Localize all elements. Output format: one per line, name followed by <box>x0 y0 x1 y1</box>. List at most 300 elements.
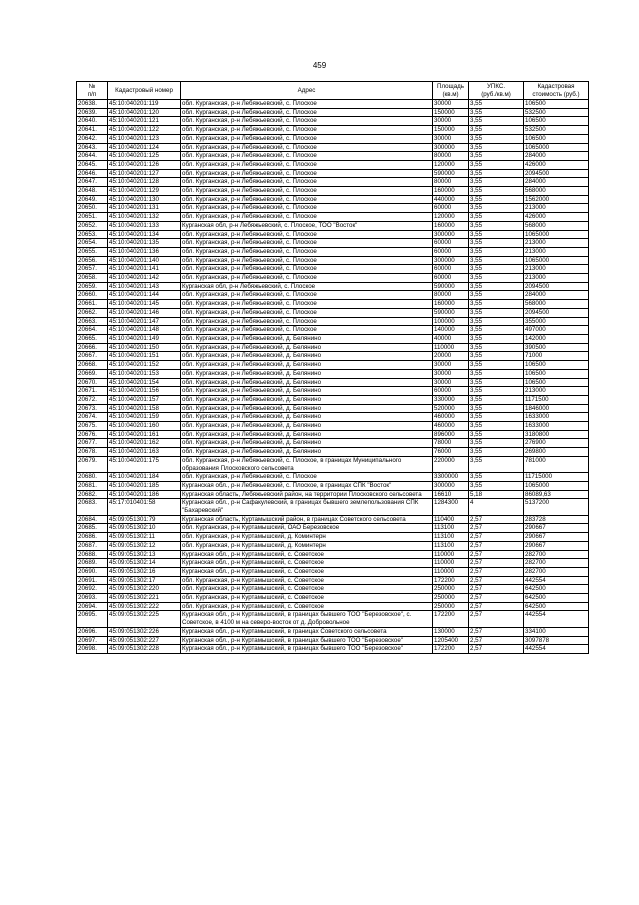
area-cell: 80000 <box>433 152 469 161</box>
table-row <box>77 317 589 326</box>
table-row <box>77 213 589 222</box>
header-cadastral-value: Кадастровая стоимость (руб.) <box>524 82 589 100</box>
table-row <box>77 404 589 413</box>
row-number-cell: 20654. <box>77 239 108 248</box>
cadastral-value-cell: 5137200 <box>524 499 589 515</box>
table-row <box>77 456 589 472</box>
table-row <box>77 308 589 317</box>
upks-cell: 2,57 <box>469 636 524 645</box>
cadastral-number-cell: 45:10:040201:157 <box>108 395 181 404</box>
area-cell: 330000 <box>433 395 469 404</box>
row-number-cell: 20675. <box>77 422 108 431</box>
area-cell: 60000 <box>433 204 469 213</box>
address-cell: обл. Курганская, р-н Куртамышский, с. Советское <box>181 585 433 594</box>
address-cell: обл. Курганская, р-н Куртамышский, с. Советское <box>181 602 433 611</box>
upks-cell: 2,57 <box>469 550 524 559</box>
cadastral-value-cell: 568000 <box>524 300 589 309</box>
table-row <box>77 413 589 422</box>
row-number-cell: 20658. <box>77 274 108 283</box>
upks-cell: 2,57 <box>469 524 524 533</box>
row-number-cell: 20690. <box>77 567 108 576</box>
cadastral-value-cell: 213000 <box>524 387 589 396</box>
address-cell: обл. Курганская, р-н Лебяжьевский, с. Плоское <box>181 204 433 213</box>
table-row <box>77 134 589 143</box>
table-row <box>77 585 589 594</box>
row-number-cell: 20664. <box>77 326 108 335</box>
cadastral-value-cell: 213000 <box>524 247 589 256</box>
row-number-cell: 20691. <box>77 576 108 585</box>
area-cell: 1284300 <box>433 499 469 515</box>
row-number-cell: 20647. <box>77 178 108 187</box>
upks-cell: 3,55 <box>469 204 524 213</box>
area-cell: 440000 <box>433 195 469 204</box>
table-row <box>77 473 589 482</box>
area-cell: 160000 <box>433 300 469 309</box>
area-cell: 60000 <box>433 239 469 248</box>
upks-cell: 2,57 <box>469 515 524 524</box>
upks-cell: 2,57 <box>469 567 524 576</box>
cadastral-value-cell: 568000 <box>524 187 589 196</box>
address-cell: обл. Курганская, р-н Лебяжьевский, с. Плоское <box>181 100 433 109</box>
cadastral-number-cell: 45:10:040201:132 <box>108 213 181 222</box>
upks-cell: 3,55 <box>469 178 524 187</box>
cadastral-number-cell: 45:09:051302:16 <box>108 567 181 576</box>
row-number-cell: 20689. <box>77 559 108 568</box>
header-address: Адрес <box>181 82 433 100</box>
area-cell: 590000 <box>433 282 469 291</box>
upks-cell: 2,57 <box>469 541 524 550</box>
cadastral-value-table <box>76 81 589 654</box>
area-cell: 250000 <box>433 602 469 611</box>
cadastral-number-cell: 45:10:040201:124 <box>108 143 181 152</box>
header-area: Площадь (кв.м) <box>433 82 469 100</box>
address-cell: Курганская обл, р-н Лебяжьевский, с. Плоское <box>181 282 433 291</box>
table-body <box>77 100 589 654</box>
area-cell: 160000 <box>433 187 469 196</box>
table-row <box>77 291 589 300</box>
table-header-row <box>77 82 589 100</box>
cadastral-value-cell: 282700 <box>524 550 589 559</box>
row-number-cell: 20694. <box>77 602 108 611</box>
cadastral-number-cell: 45:10:040201:147 <box>108 317 181 326</box>
area-cell: 20000 <box>433 352 469 361</box>
cadastral-number-cell: 45:10:040201:128 <box>108 178 181 187</box>
table-row <box>77 300 589 309</box>
upks-cell: 3,55 <box>469 187 524 196</box>
area-cell: 140000 <box>433 326 469 335</box>
row-number-cell: 20676. <box>77 430 108 439</box>
cadastral-value-cell: 2094500 <box>524 308 589 317</box>
area-cell: 250000 <box>433 585 469 594</box>
row-number-cell: 20643. <box>77 143 108 152</box>
cadastral-value-cell: 282700 <box>524 567 589 576</box>
cadastral-number-cell: 45:09:051302:14 <box>108 559 181 568</box>
row-number-cell: 20662. <box>77 308 108 317</box>
cadastral-value-cell: 213000 <box>524 204 589 213</box>
address-cell: обл. Курганская, р-н Лебяжьевский, д. Белянино <box>181 422 433 431</box>
cadastral-number-cell: 45:10:040201:185 <box>108 481 181 490</box>
row-number-cell: 20668. <box>77 361 108 370</box>
address-cell: обл. Курганская, р-н Лебяжьевский, д. Белянино <box>181 334 433 343</box>
cadastral-number-cell: 45:09:051302:226 <box>108 627 181 636</box>
cadastral-value-cell: 290667 <box>524 533 589 542</box>
row-number-cell: 20693. <box>77 594 108 603</box>
cadastral-number-cell: 45:10:040201:119 <box>108 100 181 109</box>
area-cell: 220000 <box>433 456 469 472</box>
address-cell: обл. Курганская, р-н Лебяжьевский, с. Плоское <box>181 256 433 265</box>
cadastral-value-cell: 3180800 <box>524 430 589 439</box>
table-row <box>77 256 589 265</box>
table-row <box>77 117 589 126</box>
row-number-cell: 20657. <box>77 265 108 274</box>
address-cell: Курганская обл., р-н Куртамышский, в границах Советского сельсовета <box>181 627 433 636</box>
page-number: 459 <box>312 61 327 70</box>
address-cell: Курганская область, Куртамышский район, в границах Советского сельсовета <box>181 515 433 524</box>
cadastral-number-cell: 45:10:040201:162 <box>108 439 181 448</box>
row-number-cell: 20639. <box>77 108 108 117</box>
area-cell: 30000 <box>433 378 469 387</box>
area-cell: 300000 <box>433 230 469 239</box>
table-row <box>77 195 589 204</box>
upks-cell: 3,55 <box>469 169 524 178</box>
table-row <box>77 126 589 135</box>
table-row <box>77 636 589 645</box>
cadastral-number-cell: 45:09:051302:12 <box>108 541 181 550</box>
area-cell: 30000 <box>433 361 469 370</box>
cadastral-value-cell: 1562000 <box>524 195 589 204</box>
cadastral-number-cell: 45:10:040201:149 <box>108 334 181 343</box>
address-cell: Курганская обл., р-н Сафакулевский, в границах бывшего землепользования СПК "Бахаревский" <box>181 499 433 515</box>
cadastral-number-cell: 45:10:040201:158 <box>108 404 181 413</box>
area-cell: 40000 <box>433 334 469 343</box>
address-cell: Курганская область, Лебяжьевский район, на территории Плосковского сельсовета <box>181 490 433 499</box>
cadastral-number-cell: 45:09:051302:13 <box>108 550 181 559</box>
cadastral-number-cell: 45:10:040201:159 <box>108 413 181 422</box>
address-cell: Курганская обл., р-н Куртамышский, в границах бывшего ТОО "Березовское" <box>181 636 433 645</box>
address-cell: обл. Курганская, р-н Лебяжьевский, с. Плоское <box>181 143 433 152</box>
address-cell: обл. Курганская, р-н Лебяжьевский, с. Плоское <box>181 134 433 143</box>
table-row <box>77 282 589 291</box>
upks-cell: 3,55 <box>469 430 524 439</box>
row-number-cell: 20685. <box>77 524 108 533</box>
cadastral-value-cell: 642500 <box>524 602 589 611</box>
cadastral-number-cell: 45:10:040201:141 <box>108 265 181 274</box>
address-cell: обл. Курганская, р-н Лебяжьевский, с. Плоское <box>181 152 433 161</box>
table-row <box>77 100 589 109</box>
table-row <box>77 448 589 457</box>
cadastral-value-cell: 1065000 <box>524 230 589 239</box>
cadastral-value-cell: 3097878 <box>524 636 589 645</box>
address-cell: обл. Курганская, р-н Лебяжьевский, с. Плоское <box>181 230 433 239</box>
row-number-cell: 20656. <box>77 256 108 265</box>
cadastral-number-cell: 45:10:040201:153 <box>108 369 181 378</box>
row-number-cell: 20679. <box>77 456 108 472</box>
header-upks: УПКС. (руб./кв.м) <box>469 82 524 100</box>
row-number-cell: 20684. <box>77 515 108 524</box>
upks-cell: 3,55 <box>469 126 524 135</box>
table-row <box>77 515 589 524</box>
area-cell: 120000 <box>433 213 469 222</box>
address-cell: обл. Курганская, р-н Лебяжьевский, с. Плоское <box>181 317 433 326</box>
area-cell: 110000 <box>433 559 469 568</box>
row-number-cell: 20644. <box>77 152 108 161</box>
cadastral-value-cell: 1633000 <box>524 413 589 422</box>
address-cell: Курганская обл., р-н Лебяжьевский, с. Плоское, в границах СПК "Восток" <box>181 481 433 490</box>
row-number-cell: 20659. <box>77 282 108 291</box>
row-number-cell: 20646. <box>77 169 108 178</box>
upks-cell: 2,57 <box>469 533 524 542</box>
area-cell: 76000 <box>433 448 469 457</box>
area-cell: 113100 <box>433 533 469 542</box>
cadastral-value-cell: 442554 <box>524 576 589 585</box>
cadastral-value-cell: 213000 <box>524 265 589 274</box>
upks-cell: 3,55 <box>469 395 524 404</box>
area-cell: 80000 <box>433 178 469 187</box>
area-cell: 60000 <box>433 274 469 283</box>
address-cell: обл. Курганская, р-н Лебяжьевский, д. Белянино <box>181 413 433 422</box>
table-row <box>77 143 589 152</box>
area-cell: 113100 <box>433 524 469 533</box>
cadastral-number-cell: 45:10:040201:140 <box>108 256 181 265</box>
table-row <box>77 369 589 378</box>
row-number-cell: 20642. <box>77 134 108 143</box>
cadastral-value-cell: 1171500 <box>524 395 589 404</box>
address-cell: обл. Курганская, р-н Лебяжьевский, с. Плоское <box>181 239 433 248</box>
row-number-cell: 20674. <box>77 413 108 422</box>
area-cell: 30000 <box>433 134 469 143</box>
address-cell: Курганская обл., р-н Куртамышский, с. Советское <box>181 559 433 568</box>
cadastral-value-cell: 71000 <box>524 352 589 361</box>
cadastral-number-cell: 45:10:040201:136 <box>108 247 181 256</box>
table-row <box>77 602 589 611</box>
row-number-cell: 20670. <box>77 378 108 387</box>
upks-cell: 3,55 <box>469 143 524 152</box>
row-number-cell: 20663. <box>77 317 108 326</box>
area-cell: 172200 <box>433 576 469 585</box>
table-row <box>77 594 589 603</box>
upks-cell: 2,57 <box>469 576 524 585</box>
address-cell: обл. Курганская, р-н Лебяжьевский, д. Белянино <box>181 387 433 396</box>
row-number-cell: 20666. <box>77 343 108 352</box>
address-cell: обл. Курганская, р-н Лебяжьевский, с. Плоское <box>181 126 433 135</box>
upks-cell: 3,55 <box>469 160 524 169</box>
cadastral-number-cell: 45:10:040201:126 <box>108 160 181 169</box>
row-number-cell: 20678. <box>77 448 108 457</box>
upks-cell: 3,55 <box>469 448 524 457</box>
cadastral-value-cell: 106500 <box>524 134 589 143</box>
row-number-cell: 20698. <box>77 645 108 654</box>
cadastral-number-cell: 45:09:051302:221 <box>108 594 181 603</box>
upks-cell: 2,57 <box>469 627 524 636</box>
cadastral-number-cell: 45:10:040201:186 <box>108 490 181 499</box>
cadastral-value-cell: 1846000 <box>524 404 589 413</box>
row-number-cell: 20680. <box>77 473 108 482</box>
cadastral-value-cell: 355000 <box>524 317 589 326</box>
cadastral-value-cell: 1065000 <box>524 481 589 490</box>
upks-cell: 3,55 <box>469 422 524 431</box>
table-row <box>77 169 589 178</box>
cadastral-number-cell: 45:10:040201:129 <box>108 187 181 196</box>
area-cell: 896000 <box>433 430 469 439</box>
header-cadastral-number: Кадастровый номер <box>108 82 181 100</box>
cadastral-number-cell: 45:10:040201:127 <box>108 169 181 178</box>
upks-cell: 3,55 <box>469 274 524 283</box>
upks-cell: 3,55 <box>469 334 524 343</box>
cadastral-value-cell: 106500 <box>524 361 589 370</box>
cadastral-value-cell: 334100 <box>524 627 589 636</box>
upks-cell: 3,55 <box>469 326 524 335</box>
cadastral-number-cell: 45:10:040201:151 <box>108 352 181 361</box>
cadastral-value-cell: 106500 <box>524 100 589 109</box>
cadastral-value-cell: 642500 <box>524 585 589 594</box>
table-row <box>77 187 589 196</box>
address-cell: обл. Курганская, р-н Лебяжьевский, с. Плоское <box>181 326 433 335</box>
row-number-cell: 20638. <box>77 100 108 109</box>
upks-cell: 3,55 <box>469 134 524 143</box>
area-cell: 130000 <box>433 627 469 636</box>
cadastral-number-cell: 45:10:040201:134 <box>108 230 181 239</box>
area-cell: 300000 <box>433 481 469 490</box>
area-cell: 30000 <box>433 369 469 378</box>
upks-cell: 3,55 <box>469 413 524 422</box>
upks-cell: 3,55 <box>469 352 524 361</box>
upks-cell: 3,55 <box>469 195 524 204</box>
table-row <box>77 387 589 396</box>
address-cell: обл. Курганская, р-н Лебяжьевский, д. Белянино <box>181 439 433 448</box>
address-cell: обл. Курганская, р-н Лебяжьевский, с. Плоское, в границах Муниципального образования Плосковского сельсовета <box>181 456 433 472</box>
cadastral-number-cell: 45:10:040201:150 <box>108 343 181 352</box>
table-row <box>77 247 589 256</box>
cadastral-value-cell: 284000 <box>524 291 589 300</box>
row-number-cell: 20677. <box>77 439 108 448</box>
row-number-cell: 20695. <box>77 611 108 627</box>
address-cell: обл. Курганская, р-н Лебяжьевский, с. Плоское <box>181 195 433 204</box>
table-row <box>77 430 589 439</box>
address-cell: обл. Курганская, р-н Лебяжьевский, д. Белянино <box>181 430 433 439</box>
cadastral-value-cell: 426000 <box>524 160 589 169</box>
upks-cell: 2,57 <box>469 585 524 594</box>
cadastral-number-cell: 45:10:040201:148 <box>108 326 181 335</box>
upks-cell: 3,55 <box>469 404 524 413</box>
cadastral-number-cell: 45:10:040201:121 <box>108 117 181 126</box>
address-cell: обл. Курганская, р-н Лебяжьевский, д. Белянино <box>181 378 433 387</box>
cadastral-value-cell: 283728 <box>524 515 589 524</box>
address-cell: обл. Курганская, р-н Лебяжьевский, с. Плоское <box>181 160 433 169</box>
cadastral-value-cell: 442554 <box>524 645 589 654</box>
row-number-cell: 20687. <box>77 541 108 550</box>
cadastral-number-cell: 45:09:051302:10 <box>108 524 181 533</box>
row-number-cell: 20688. <box>77 550 108 559</box>
table-row <box>77 524 589 533</box>
table-row <box>77 645 589 654</box>
address-cell: Курганская обл., р-н Куртамышский, в границах бывшего ТОО "Березовское" <box>181 645 433 654</box>
table-row <box>77 221 589 230</box>
cadastral-value-cell: 142000 <box>524 334 589 343</box>
cadastral-number-cell: 45:10:040201:175 <box>108 456 181 472</box>
cadastral-number-cell: 45:10:040201:142 <box>108 274 181 283</box>
address-cell: обл. Курганская, р-н Куртамышский, д. Коминтерн <box>181 533 433 542</box>
upks-cell: 2,57 <box>469 602 524 611</box>
upks-cell: 4 <box>469 499 524 515</box>
upks-cell: 3,55 <box>469 282 524 291</box>
table-row <box>77 559 589 568</box>
cadastral-value-cell: 284000 <box>524 178 589 187</box>
address-cell: обл. Курганская, р-н Лебяжьевский, д. Белянино <box>181 361 433 370</box>
address-cell: обл. Курганская, р-н Куртамышский, д. Коминтерн <box>181 541 433 550</box>
upks-cell: 3,55 <box>469 108 524 117</box>
row-number-cell: 20697. <box>77 636 108 645</box>
row-number-cell: 20649. <box>77 195 108 204</box>
row-number-cell: 20669. <box>77 369 108 378</box>
row-number-cell: 20673. <box>77 404 108 413</box>
table-row <box>77 550 589 559</box>
upks-cell: 3,55 <box>469 239 524 248</box>
cadastral-value-cell: 497000 <box>524 326 589 335</box>
upks-cell: 3,55 <box>469 456 524 472</box>
area-cell: 110400 <box>433 515 469 524</box>
header-number: № п/п <box>77 82 108 100</box>
address-cell: обл. Курганская, р-н Лебяжьевский, с. Плоское <box>181 169 433 178</box>
area-cell: 520000 <box>433 404 469 413</box>
cadastral-number-cell: 45:10:040201:184 <box>108 473 181 482</box>
cadastral-value-cell: 1633000 <box>524 422 589 431</box>
upks-cell: 3,55 <box>469 361 524 370</box>
upks-cell: 3,55 <box>469 256 524 265</box>
cadastral-value-cell: 1065000 <box>524 256 589 265</box>
cadastral-value-cell: 390500 <box>524 343 589 352</box>
cadastral-number-cell: 45:10:040201:152 <box>108 361 181 370</box>
address-cell: обл. Курганская, р-н Лебяжьевский, с. Плоское <box>181 274 433 283</box>
cadastral-number-cell: 45:10:040201:125 <box>108 152 181 161</box>
upks-cell: 3,55 <box>469 247 524 256</box>
address-cell: обл. Курганская, р-н Лебяжьевский, с. Плоское <box>181 117 433 126</box>
row-number-cell: 20661. <box>77 300 108 309</box>
cadastral-number-cell: 45:10:040201:163 <box>108 448 181 457</box>
upks-cell: 3,55 <box>469 265 524 274</box>
cadastral-number-cell: 45:10:040201:160 <box>108 422 181 431</box>
table-row <box>77 334 589 343</box>
cadastral-value-cell: 642500 <box>524 594 589 603</box>
row-number-cell: 20645. <box>77 160 108 169</box>
cadastral-value-cell: 290667 <box>524 541 589 550</box>
table-row <box>77 395 589 404</box>
upks-cell: 3,55 <box>469 291 524 300</box>
upks-cell: 3,55 <box>469 300 524 309</box>
table-row <box>77 481 589 490</box>
upks-cell: 3,55 <box>469 230 524 239</box>
cadastral-number-cell: 45:10:040201:156 <box>108 387 181 396</box>
upks-cell: 3,55 <box>469 100 524 109</box>
upks-cell: 2,57 <box>469 594 524 603</box>
cadastral-value-cell: 213000 <box>524 274 589 283</box>
cadastral-value-cell: 532500 <box>524 126 589 135</box>
cadastral-value-cell: 290667 <box>524 524 589 533</box>
upks-cell: 2,57 <box>469 611 524 627</box>
cadastral-number-cell: 45:10:040201:130 <box>108 195 181 204</box>
address-cell: обл. Курганская, р-н Лебяжьевский, с. Плоское <box>181 308 433 317</box>
area-cell: 110000 <box>433 567 469 576</box>
upks-cell: 3,55 <box>469 473 524 482</box>
address-cell: обл. Курганская, р-н Куртамышский, ОАО Березовское <box>181 524 433 533</box>
table-row <box>77 326 589 335</box>
row-number-cell: 20681. <box>77 481 108 490</box>
upks-cell: 3,55 <box>469 317 524 326</box>
cadastral-value-cell: 2094500 <box>524 169 589 178</box>
area-cell: 60000 <box>433 265 469 274</box>
cadastral-value-cell: 2094500 <box>524 282 589 291</box>
table-row <box>77 490 589 499</box>
cadastral-number-cell: 45:10:040201:122 <box>108 126 181 135</box>
